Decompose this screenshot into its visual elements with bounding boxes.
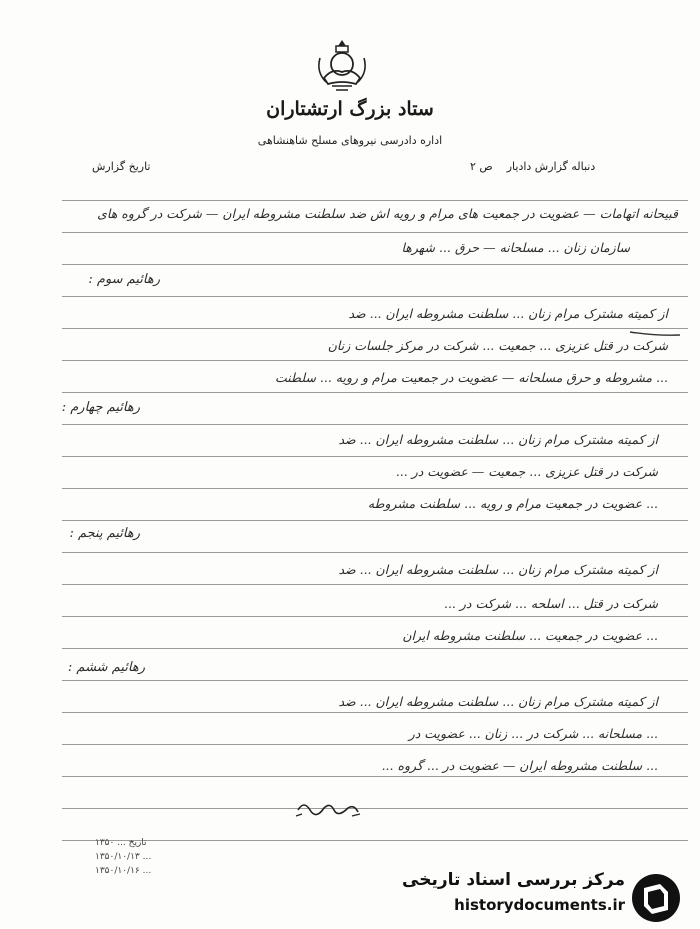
ruled-line xyxy=(62,520,688,521)
signature xyxy=(294,796,362,822)
handwritten-line: شرکت در قتل عزیزی ... جمعیت ... شرکت در مرکز جلسات زنان xyxy=(327,338,668,353)
handwritten-line: قبیحانه اتهامات — عضویت در جمعیت های مرام و رویه اش ضد سلطنت مشروطه ایران — شرکت در گروه های xyxy=(97,206,678,221)
ruled-line xyxy=(62,680,688,681)
ruled-line xyxy=(62,616,688,617)
ruled-line xyxy=(62,200,688,201)
watermark-name: مرکز بررسی اسناد تاریخی xyxy=(402,870,625,890)
section-heading: رهائیم پنجم : xyxy=(69,526,140,541)
ruled-line xyxy=(62,584,688,585)
ruled-line xyxy=(62,328,688,329)
handwritten-line: ... عضویت در جمعیت ... سلطنت مشروطه ایران xyxy=(402,628,658,643)
watermark-url: historydocuments.ir xyxy=(454,896,625,914)
handwritten-line: سازمان زنان ... مسلحانه — حرق ... شهرها xyxy=(401,240,630,255)
handwritten-line: ... سلطنت مشروطه ایران — عضویت در ... گروه ... xyxy=(381,758,658,773)
continuation-label xyxy=(470,160,595,173)
ruled-line xyxy=(62,360,688,361)
footer-note: ... ۱۳۵۰/۱۰/۱۶ xyxy=(95,866,152,876)
ruled-line xyxy=(62,712,688,713)
org-subtitle: اداره دادرسی نیروهای مسلح شاهنشاهی xyxy=(257,134,443,147)
handwritten-line: از کمیته مشترک مرام زنان ... سلطنت مشروطه ایران ... ضد xyxy=(348,306,668,321)
footer-note: تاریخ ... ۱۳۵۰ xyxy=(95,838,147,848)
section-heading: رهائیم چهارم : xyxy=(61,400,140,415)
handwritten-line: ... عضویت در جمعیت مرام و رویه ... سلطنت مشروطه xyxy=(367,496,658,511)
handwritten-line: از کمیته مشترک مرام زنان ... سلطنت مشروطه ایران ... ضد xyxy=(338,432,658,447)
report-date-label: تاریخ گزارش xyxy=(92,160,151,173)
ruled-line xyxy=(62,648,688,649)
history-documents-logo-icon xyxy=(630,872,682,924)
handwritten-line: شرکت در قتل عزیزی ... جمعیت — عضویت در ... xyxy=(395,464,658,479)
footer-note: ... ۱۳۵۰/۱۰/۱۳ xyxy=(95,852,152,862)
ruled-line xyxy=(62,424,688,425)
handwritten-line: از کمیته مشترک مرام زنان ... سلطنت مشروطه ایران ... ضد xyxy=(338,562,658,577)
section-heading: رهائیم ششم : xyxy=(67,660,145,675)
ruled-line xyxy=(62,744,688,745)
ruled-line xyxy=(62,264,688,265)
ruled-line xyxy=(62,808,688,809)
section-heading: رهائیم سوم : xyxy=(88,272,160,287)
ruled-line xyxy=(62,776,688,777)
page-number: ص ۲ xyxy=(470,160,493,173)
continuation-text: دنباله گزارش دادیار xyxy=(506,160,596,173)
ruled-line xyxy=(62,232,688,233)
ruled-line xyxy=(62,840,688,841)
ruled-line xyxy=(62,392,688,393)
ruled-line xyxy=(62,552,688,553)
ruled-line xyxy=(62,456,688,457)
handwritten-line: از کمیته مشترک مرام زنان ... سلطنت مشروطه ایران ... ضد xyxy=(338,694,658,709)
org-title: ستاد بزرگ ارتشتاران xyxy=(266,98,434,120)
handwritten-line: ... مسلحانه ... شرکت در ... زنان ... عضویت در xyxy=(408,726,658,741)
handwritten-line: شرکت در قتل ... اسلحه ... شرکت در ... xyxy=(443,596,658,611)
handwritten-line: ... مشروطه و حرق مسلحانه — عضویت در جمعیت مرام و رویه ... سلطنت xyxy=(275,370,668,385)
margin-mark xyxy=(628,330,682,338)
ruled-line xyxy=(62,488,688,489)
ruled-line xyxy=(62,296,688,297)
lion-and-sun-emblem-icon xyxy=(312,38,372,94)
